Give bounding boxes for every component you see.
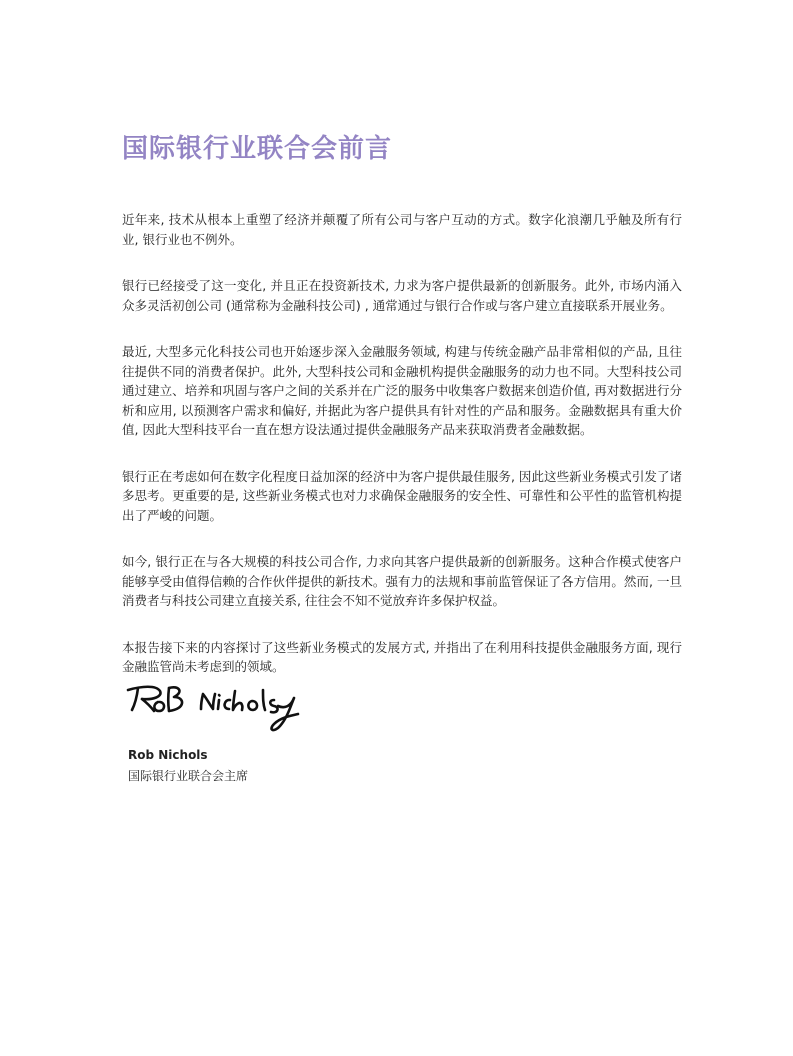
signer-name: Rob Nichols: [128, 748, 208, 762]
paragraph-6: 本报告接下来的内容探讨了这些新业务模式的发展方式, 并指出了在利用科技提供金融服务方面, 现行金融监管尚未考虑到的领域。: [122, 639, 682, 674]
paragraph-2: 银行已经接受了这一变化, 并且正在投资新技术, 力求为客户提供最新的创新服务。此外, 市场内涌入众多灵活初创公司 (通常称为金融科技公司) , 通常通过与银行合作或与客户建立直接联系开展业务。: [122, 278, 682, 313]
paragraph-1: 近年来, 技术从根本上重塑了经济并颠覆了所有公司与客户互动的方式。数字化浪潮几乎触及所有行业, 银行业也不例外。: [122, 212, 682, 247]
paragraph-4: 银行正在考虑如何在数字化程度日益加深的经济中为客户提供最佳服务, 因此这些新业务模式引发了诸多思考。更重要的是, 这些新业务模式也对力求确保金融服务的安全性、可靠性和公平性的监管机构提出了严峻的问题。: [122, 468, 682, 523]
body-text: [122, 210, 682, 704]
handwritten-signature: [122, 676, 307, 738]
paragraph-3: 最近, 大型多元化科技公司也开始逐步深入金融服务领域, 构建与传统金融产品非常相似的产品, 且往往提供不同的消费者保护。此外, 大型科技公司和金融机构提供金融服务的动力也不同。大型科技公司通过建立、培养和巩固与客户之间的关系并在广泛的服务中收集客户数据来创造价值, 再对数据进行分析和应用, 以预测客户需求和偏好, 并据此为客户提供具有针对性的产品和服务。金融数据具有重大价值, 因此大型科技平台一直在想方设法通过提供金融服务产品来获取消费者金融数据。: [122, 344, 682, 437]
paragraph-5: 如今, 银行正在与各大规模的科技公司合作, 力求向其客户提供最新的创新服务。这种合作模式使客户能够享受由值得信赖的合作伙伴提供的新技术。强有力的法规和事前监管保证了各方信用。然而, 一旦消费者与科技公司建立直接关系, 往往会不知不觉放弃许多保护权益。: [122, 554, 682, 608]
signer-title: 国际银行业联合会主席: [128, 769, 249, 783]
page-title: 国际银行业联合会前言: [122, 134, 393, 164]
